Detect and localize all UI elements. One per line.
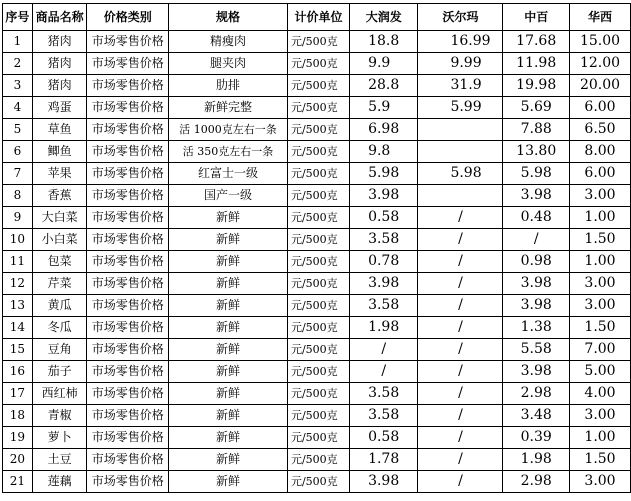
cell-spec: 新鲜	[169, 317, 288, 339]
header-row	[3, 4, 631, 31]
table-row	[3, 31, 631, 53]
cell-product-name: 冬瓜	[32, 317, 87, 339]
cell-price-huaxi: 3.00	[569, 185, 630, 207]
cell-unit: 元/500克	[287, 383, 349, 405]
table-row	[3, 141, 631, 163]
cell-price-darunfa: 3.98	[350, 185, 418, 207]
cell-price-darunfa: 3.58	[350, 405, 418, 427]
cell-spec: 新鲜	[169, 339, 288, 361]
cell-price-zhongbai: 0.98	[503, 251, 570, 273]
cell-price-huaxi: 6.50	[569, 119, 630, 141]
cell-product-name: 黄瓜	[32, 295, 87, 317]
cell-product-name: 芹菜	[32, 273, 87, 295]
cell-price-huaxi: 6.00	[569, 163, 630, 185]
cell-price-walmart: /	[418, 427, 503, 449]
cell-price-zhongbai: 2.98	[503, 471, 570, 493]
cell-price-huaxi: 15.00	[569, 31, 630, 53]
cell-price-huaxi: 8.00	[569, 141, 630, 163]
cell-unit: 元/500克	[287, 31, 349, 53]
cell-price-walmart: /	[418, 273, 503, 295]
cell-price-walmart: /	[418, 449, 503, 471]
cell-price-category: 市场零售价格	[87, 53, 169, 75]
table-body	[3, 31, 631, 493]
cell-price-category: 市场零售价格	[87, 251, 169, 273]
cell-product-name: 包菜	[32, 251, 87, 273]
cell-unit: 元/500克	[287, 405, 349, 427]
cell-unit: 元/500克	[287, 97, 349, 119]
header-darunfa: 大润发	[350, 4, 418, 31]
cell-price-category: 市场零售价格	[87, 185, 169, 207]
cell-product-name: 西红柿	[32, 383, 87, 405]
table-row	[3, 185, 631, 207]
cell-unit: 元/500克	[287, 119, 349, 141]
price-table	[2, 3, 631, 493]
cell-seq: 11	[3, 251, 33, 273]
cell-seq: 10	[3, 229, 33, 251]
cell-spec: 腿夹肉	[169, 53, 288, 75]
cell-product-name: 萝卜	[32, 427, 87, 449]
cell-unit: 元/500克	[287, 163, 349, 185]
cell-price-category: 市场零售价格	[87, 471, 169, 493]
cell-unit: 元/500克	[287, 53, 349, 75]
cell-seq: 7	[3, 163, 33, 185]
cell-unit: 元/500克	[287, 361, 349, 383]
cell-price-category: 市场零售价格	[87, 273, 169, 295]
cell-price-zhongbai: 3.48	[503, 405, 570, 427]
cell-spec: 新鲜	[169, 471, 288, 493]
cell-price-zhongbai: 11.98	[503, 53, 570, 75]
cell-price-category: 市场零售价格	[87, 31, 169, 53]
cell-price-category: 市场零售价格	[87, 229, 169, 251]
cell-unit: 元/500克	[287, 185, 349, 207]
cell-seq: 4	[3, 97, 33, 119]
table-row	[3, 97, 631, 119]
cell-price-darunfa: 3.58	[350, 383, 418, 405]
cell-price-zhongbai: 2.98	[503, 383, 570, 405]
cell-spec: 活 1000克左右一条	[169, 119, 288, 141]
cell-unit: 元/500克	[287, 471, 349, 493]
cell-price-darunfa: 0.78	[350, 251, 418, 273]
cell-price-walmart	[418, 141, 503, 163]
cell-spec: 新鲜	[169, 273, 288, 295]
header-huaxi: 华西	[569, 4, 630, 31]
cell-price-category: 市场零售价格	[87, 405, 169, 427]
cell-spec: 新鲜	[169, 405, 288, 427]
cell-seq: 14	[3, 317, 33, 339]
cell-price-walmart: /	[418, 295, 503, 317]
cell-price-huaxi: 1.00	[569, 427, 630, 449]
cell-unit: 元/500克	[287, 75, 349, 97]
cell-seq: 19	[3, 427, 33, 449]
cell-price-zhongbai: 3.98	[503, 361, 570, 383]
header-seq: 序号	[3, 4, 33, 31]
cell-price-darunfa: 5.98	[350, 163, 418, 185]
cell-price-zhongbai: 13.80	[503, 141, 570, 163]
cell-price-category: 市场零售价格	[87, 339, 169, 361]
cell-price-walmart: /	[418, 405, 503, 427]
cell-price-darunfa: 1.78	[350, 449, 418, 471]
header-unit: 计价单位	[287, 4, 349, 31]
cell-seq: 9	[3, 207, 33, 229]
cell-product-name: 鲫鱼	[32, 141, 87, 163]
cell-price-huaxi: 3.00	[569, 273, 630, 295]
cell-price-huaxi: 1.50	[569, 229, 630, 251]
cell-price-darunfa: 0.58	[350, 427, 418, 449]
cell-price-walmart	[418, 185, 503, 207]
cell-price-huaxi: 3.00	[569, 295, 630, 317]
cell-price-huaxi: 4.00	[569, 383, 630, 405]
cell-price-walmart: /	[418, 207, 503, 229]
cell-price-walmart: /	[418, 229, 503, 251]
cell-seq: 20	[3, 449, 33, 471]
cell-unit: 元/500克	[287, 229, 349, 251]
cell-spec: 肋排	[169, 75, 288, 97]
cell-spec: 国产一级	[169, 185, 288, 207]
cell-product-name: 莲藕	[32, 471, 87, 493]
cell-product-name: 猪肉	[32, 53, 87, 75]
cell-price-walmart: /	[418, 251, 503, 273]
cell-unit: 元/500克	[287, 427, 349, 449]
header-product-name: 商品名称	[32, 4, 87, 31]
table-row	[3, 405, 631, 427]
table-row	[3, 339, 631, 361]
cell-price-walmart	[418, 119, 503, 141]
cell-price-huaxi: 6.00	[569, 97, 630, 119]
cell-price-huaxi: 3.00	[569, 471, 630, 493]
cell-price-category: 市场零售价格	[87, 427, 169, 449]
cell-unit: 元/500克	[287, 141, 349, 163]
table-row	[3, 273, 631, 295]
cell-price-category: 市场零售价格	[87, 97, 169, 119]
cell-price-category: 市场零售价格	[87, 141, 169, 163]
cell-price-category: 市场零售价格	[87, 207, 169, 229]
cell-product-name: 茄子	[32, 361, 87, 383]
cell-price-zhongbai: 0.48	[503, 207, 570, 229]
cell-price-walmart: 5.99	[418, 97, 503, 119]
cell-product-name: 香蕉	[32, 185, 87, 207]
cell-product-name: 大白菜	[32, 207, 87, 229]
cell-product-name: 鸡蛋	[32, 97, 87, 119]
table-row	[3, 295, 631, 317]
cell-price-walmart: 31.9	[418, 75, 503, 97]
cell-price-darunfa: /	[350, 339, 418, 361]
cell-price-zhongbai: 7.88	[503, 119, 570, 141]
cell-price-category: 市场零售价格	[87, 361, 169, 383]
table-row	[3, 251, 631, 273]
table-row	[3, 471, 631, 493]
cell-spec: 新鲜	[169, 427, 288, 449]
cell-price-huaxi: 1.00	[569, 251, 630, 273]
cell-price-darunfa: /	[350, 361, 418, 383]
table-row	[3, 427, 631, 449]
cell-seq: 1	[3, 31, 33, 53]
table-row	[3, 163, 631, 185]
table-row	[3, 119, 631, 141]
cell-seq: 12	[3, 273, 33, 295]
cell-seq: 3	[3, 75, 33, 97]
cell-price-category: 市场零售价格	[87, 317, 169, 339]
cell-price-darunfa: 28.8	[350, 75, 418, 97]
cell-spec: 新鲜完整	[169, 97, 288, 119]
cell-price-category: 市场零售价格	[87, 295, 169, 317]
cell-price-walmart: /	[418, 361, 503, 383]
cell-unit: 元/500克	[287, 339, 349, 361]
cell-price-zhongbai: 1.98	[503, 449, 570, 471]
cell-unit: 元/500克	[287, 295, 349, 317]
cell-unit: 元/500克	[287, 251, 349, 273]
cell-spec: 新鲜	[169, 207, 288, 229]
cell-seq: 21	[3, 471, 33, 493]
header-zhongbai: 中百	[503, 4, 570, 31]
table-row	[3, 75, 631, 97]
cell-product-name: 猪肉	[32, 75, 87, 97]
cell-spec: 活 350克左右一条	[169, 141, 288, 163]
cell-price-huaxi: 1.00	[569, 207, 630, 229]
cell-price-zhongbai: 17.68	[503, 31, 570, 53]
cell-spec: 新鲜	[169, 251, 288, 273]
header-price-category: 价格类别	[87, 4, 169, 31]
cell-price-zhongbai: 3.98	[503, 185, 570, 207]
cell-seq: 16	[3, 361, 33, 383]
cell-price-huaxi: 5.00	[569, 361, 630, 383]
cell-product-name: 草鱼	[32, 119, 87, 141]
cell-price-darunfa: 9.9	[350, 53, 418, 75]
cell-price-category: 市场零售价格	[87, 119, 169, 141]
cell-unit: 元/500克	[287, 449, 349, 471]
cell-price-darunfa: 3.58	[350, 295, 418, 317]
cell-price-category: 市场零售价格	[87, 75, 169, 97]
cell-price-zhongbai: 1.38	[503, 317, 570, 339]
cell-price-darunfa: 3.58	[350, 229, 418, 251]
cell-spec: 精瘦肉	[169, 31, 288, 53]
cell-price-zhongbai: 5.69	[503, 97, 570, 119]
cell-price-category: 市场零售价格	[87, 449, 169, 471]
table-row	[3, 207, 631, 229]
cell-price-zhongbai: /	[503, 229, 570, 251]
cell-product-name: 小白菜	[32, 229, 87, 251]
cell-price-darunfa: 1.98	[350, 317, 418, 339]
cell-spec: 红富士一级	[169, 163, 288, 185]
cell-price-huaxi: 3.00	[569, 405, 630, 427]
cell-price-darunfa: 0.58	[350, 207, 418, 229]
table-row	[3, 383, 631, 405]
cell-price-walmart: /	[418, 383, 503, 405]
cell-seq: 8	[3, 185, 33, 207]
cell-product-name: 苹果	[32, 163, 87, 185]
cell-price-walmart: /	[418, 471, 503, 493]
cell-price-zhongbai: 3.98	[503, 295, 570, 317]
cell-price-zhongbai: 0.39	[503, 427, 570, 449]
cell-seq: 13	[3, 295, 33, 317]
cell-seq: 17	[3, 383, 33, 405]
table-row	[3, 449, 631, 471]
cell-spec: 新鲜	[169, 229, 288, 251]
cell-price-zhongbai: 5.58	[503, 339, 570, 361]
cell-price-huaxi: 7.00	[569, 339, 630, 361]
cell-product-name: 土豆	[32, 449, 87, 471]
table-row	[3, 361, 631, 383]
header-walmart: 沃尔玛	[418, 4, 503, 31]
cell-unit: 元/500克	[287, 317, 349, 339]
cell-price-walmart: 9.99	[418, 53, 503, 75]
cell-price-walmart: /	[418, 317, 503, 339]
cell-price-darunfa: 18.8	[350, 31, 418, 53]
cell-product-name: 青椒	[32, 405, 87, 427]
cell-seq: 5	[3, 119, 33, 141]
cell-spec: 新鲜	[169, 361, 288, 383]
cell-price-huaxi: 1.50	[569, 317, 630, 339]
table-row	[3, 317, 631, 339]
cell-product-name: 猪肉	[32, 31, 87, 53]
cell-price-category: 市场零售价格	[87, 383, 169, 405]
header-spec: 规格	[169, 4, 288, 31]
cell-seq: 2	[3, 53, 33, 75]
cell-price-walmart: 16.99	[418, 31, 503, 53]
table-row	[3, 229, 631, 251]
cell-price-zhongbai: 3.98	[503, 273, 570, 295]
cell-product-name: 豆角	[32, 339, 87, 361]
cell-spec: 新鲜	[169, 383, 288, 405]
cell-seq: 6	[3, 141, 33, 163]
cell-spec: 新鲜	[169, 295, 288, 317]
cell-price-darunfa: 6.98	[350, 119, 418, 141]
cell-price-darunfa: 3.98	[350, 273, 418, 295]
cell-price-huaxi: 20.00	[569, 75, 630, 97]
cell-price-huaxi: 1.50	[569, 449, 630, 471]
cell-seq: 15	[3, 339, 33, 361]
cell-price-darunfa: 3.98	[350, 471, 418, 493]
cell-price-walmart: 5.98	[418, 163, 503, 185]
cell-price-zhongbai: 5.98	[503, 163, 570, 185]
cell-unit: 元/500克	[287, 207, 349, 229]
cell-price-zhongbai: 19.98	[503, 75, 570, 97]
cell-price-walmart: /	[418, 339, 503, 361]
cell-unit: 元/500克	[287, 273, 349, 295]
table-row	[3, 53, 631, 75]
cell-price-category: 市场零售价格	[87, 163, 169, 185]
cell-spec: 新鲜	[169, 449, 288, 471]
cell-price-huaxi: 12.00	[569, 53, 630, 75]
cell-seq: 18	[3, 405, 33, 427]
cell-price-darunfa: 5.9	[350, 97, 418, 119]
cell-price-darunfa: 9.8	[350, 141, 418, 163]
